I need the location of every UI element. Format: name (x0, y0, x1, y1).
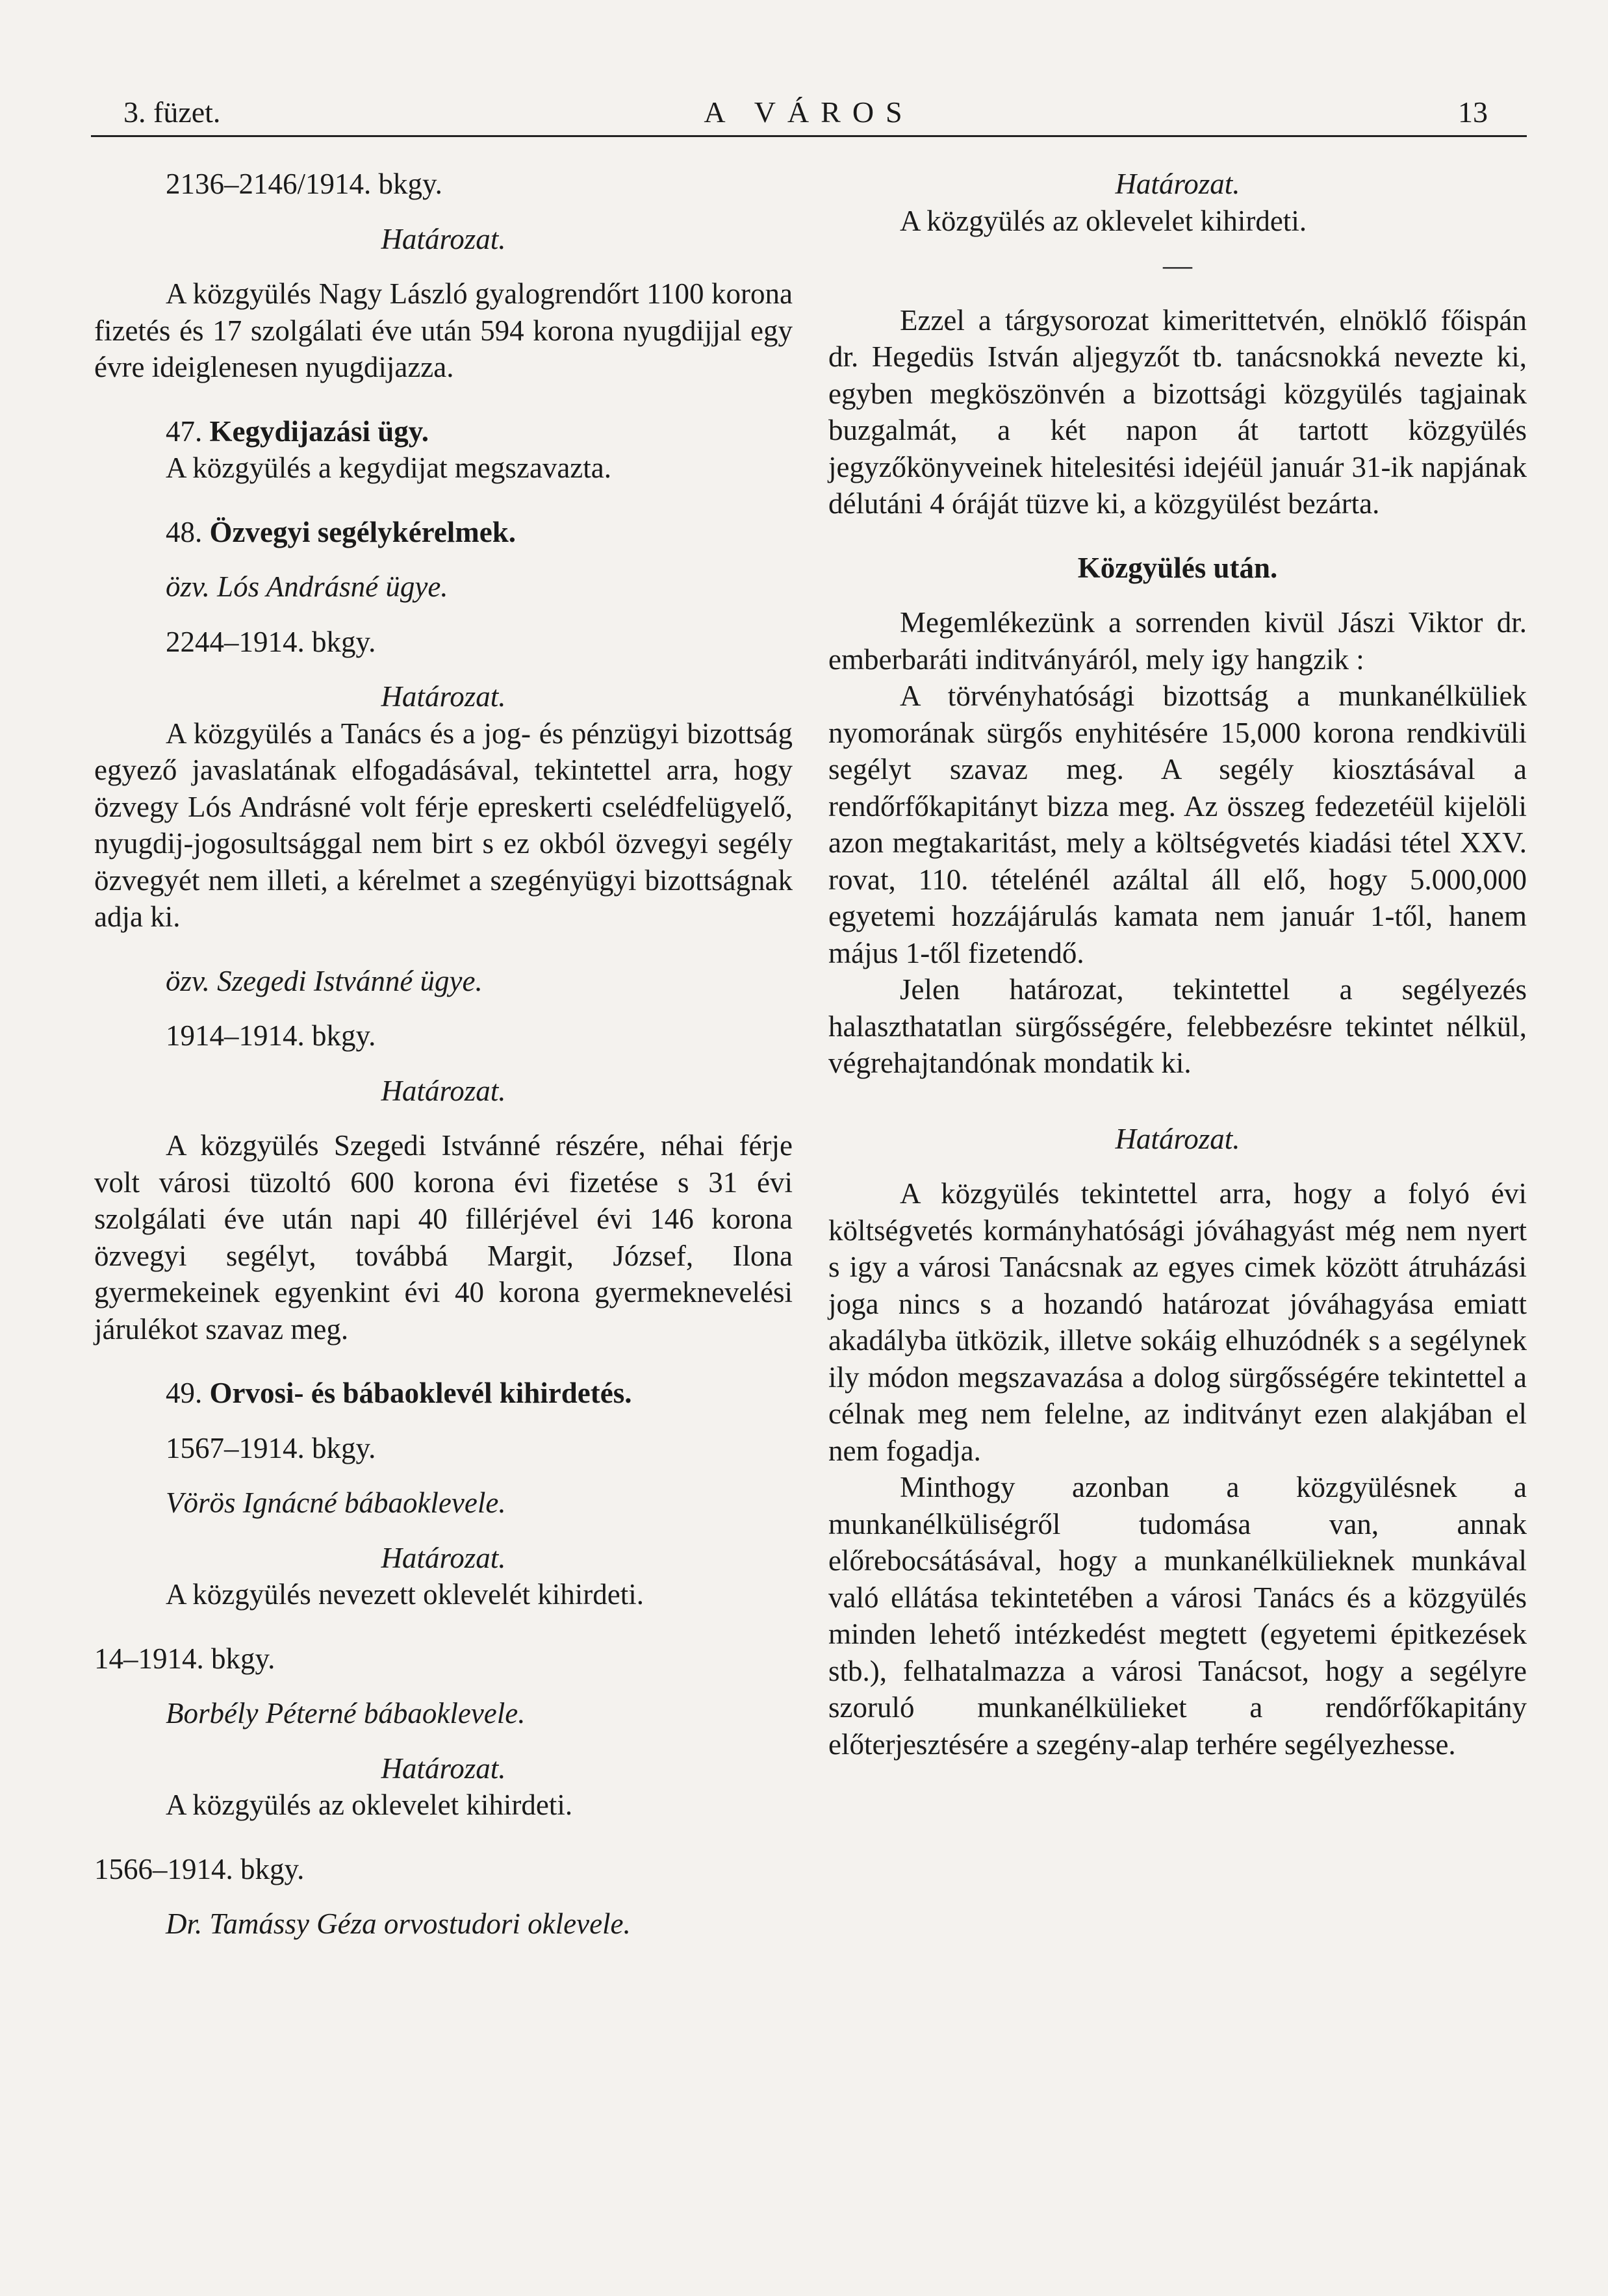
resolution-heading: Határozat. (1115, 168, 1240, 200)
resolution-heading: Határozat. (381, 1752, 506, 1785)
page-header (91, 90, 1527, 137)
resolution-heading: Határozat. (381, 222, 506, 255)
resolution-text: A közgyülés Szegedi Istvánné részére, néhai férje volt városi tüzoltó 600 korona évi fizetése s 31 évi szolgálati éve után napi 40 fillérjével évi 146 korona özvegyi segélyt, továbbá Margit, József, Ilona gyermekeinek egyenkint évi 40 korona gyermeknevelési járulékot szavaz meg. (94, 1129, 793, 1346)
left-column (94, 166, 793, 1943)
case-name: Dr. Tamássy Géza orvostudori oklevele. (166, 1907, 631, 1940)
case-reference: 14–1914. bkgy. (94, 1642, 275, 1675)
resolution-text: A közgyülés az oklevelet kihirdeti. (900, 204, 1307, 237)
resolution-heading: Határozat. (381, 1541, 506, 1574)
closing-paragraph: Ezzel a tárgysorozat kimerittetvén, elnöklő főispán dr. Hegedüs István aljegyzőt tb. tanácsnokká nevezte ki, egyben megköszönvén a bizottsági közgyülés tagjainak buzgalmát, a két napon át tartott közgyülés jegyzőkönyveinek hitelesitési idejéül január 31-ik napjának délutáni 4 óráját tüzve ki, a közgyülést bezárta. (828, 303, 1527, 520)
case-reference: 2244–1914. bkgy. (166, 625, 376, 658)
section-heading-48 (94, 514, 793, 551)
resolution-text: A közgyülés nevezett oklevelét kihirdeti. (166, 1578, 644, 1611)
case-name: Borbély Péterné bábaoklevele. (166, 1697, 526, 1729)
resolution-heading: Határozat. (381, 1074, 506, 1107)
case-reference: 2136–2146/1914. bkgy. (166, 168, 442, 200)
case-name: özv. Szegedi Istvánné ügye. (166, 964, 483, 997)
case-reference: 1566–1914. bkgy. (94, 1852, 305, 1885)
resolution-text: Minthogy azonban a közgyülésnek a munkanélküliségről tudomása van, annak előrebocsátásával, hogy a munkanélkülieknek munkával való ellátása tekintetében a városi Tanács és a közgyülés minden lehető intézkedést megtett (egyetemi épitkezések stb.), felhatalmazza a városi Tanácsot, hogy a segélyre szoruló munkanélkülieket a rendőrfőkapitány előterjesztésére a szegény-alap terhére segélyezhesse. (828, 1471, 1527, 1761)
page-number: 13 (1458, 96, 1488, 129)
motion-quote: Jelen határozat, tekintettel a segélyezés halaszthatatlan sürgősségére, felebbezésre tekintet nélkül, végrehajtandónak mondatik ki. (828, 973, 1527, 1079)
resolution-heading: Határozat. (1115, 1122, 1240, 1155)
right-column (828, 166, 1527, 1763)
case-reference: 1914–1914. bkgy. (166, 1019, 376, 1052)
section-title: Orvosi- és bábaoklevél kihirdetés. (209, 1377, 632, 1409)
section-number: 48. (166, 515, 203, 548)
resolution-text: A közgyülés tekintettel arra, hogy a folyó évi költségvetés kormányhatósági jóváhagyást még nem nyert s igy a városi Tanácsnak az egyes cimek között átruházási joga nincs s a hozandó határozat jóváhagyása emiatt akadályba ütközik, illetve sokáig elhuzódnék s a segélynek ily módon megszavazása a dolog sürgősségére tekintettel a célnak meg nem felelne, az inditványt ezen alakjában el nem fogadja. (828, 1177, 1527, 1467)
section-title: Közgyülés után. (1077, 551, 1278, 584)
resolution-text: A közgyülés a Tanács és a jog- és pénzügyi bizottság egyező javaslatának elfogadásával, tekintettel arra, hogy özvegy Lós Andrásné volt férje epreskerti cselédfelügyelő, nyugdij-jogosultsággal nem birt s ez okból özvegyi segély özvegyét nem illeti, a kérelmet a szegényügyi bizottságnak adja ki. (94, 717, 793, 933)
case-name: özv. Lós Andrásné ügye. (166, 570, 448, 603)
resolution-heading: Határozat. (381, 680, 506, 713)
resolution-text: A közgyülés Nagy László gyalogrendőrt 1100 korona fizetés és 17 szolgálati éve után 594 korona nyugdijjal egy évre ideiglenesen nyugdijazza. (94, 277, 793, 383)
case-reference: 1567–1914. bkgy. (166, 1431, 376, 1464)
motion-quote: A törvényhatósági bizottság a munkanélküliek nyomorának sürgős enyhitésére 15,000 korona rendkivüli segélyt szavaz meg. A segély kiosztásával a rendőrfőkapitányt bizza meg. Az összeg fedezetéül kijelöli azon megtakaritást, mely a költségvetés kiadási tétel XXV. rovat, 110. tételénél azáltal áll elő, hogy 5.000,000 egyetemi hozzájárulás kamata nem január 1-től, hanem május 1-től fizetendő. (828, 680, 1527, 969)
section-title: Özvegyi segélykérelmek. (209, 515, 517, 548)
journal-title: A VÁROS (704, 96, 914, 129)
motion-intro: Megemlékezünk a sorrenden kivül Jászi Viktor dr. emberbaráti inditványáról, mely igy hangzik : (828, 606, 1527, 676)
case-name: Vörös Ignácné bábaoklevele. (166, 1486, 506, 1519)
section-heading-47 (94, 413, 793, 450)
section-number: 47. (166, 415, 203, 448)
resolution-text: A közgyülés a kegydijat megszavazta. (166, 452, 612, 484)
separator-dash: — (1163, 249, 1192, 281)
resolution-text: A közgyülés az oklevelet kihirdeti. (166, 1789, 573, 1821)
section-number: 49. (166, 1377, 203, 1409)
section-heading-49 (94, 1375, 793, 1412)
issue-label: 3. füzet. (123, 96, 221, 129)
section-title: Kegydijazási ügy. (209, 415, 429, 448)
